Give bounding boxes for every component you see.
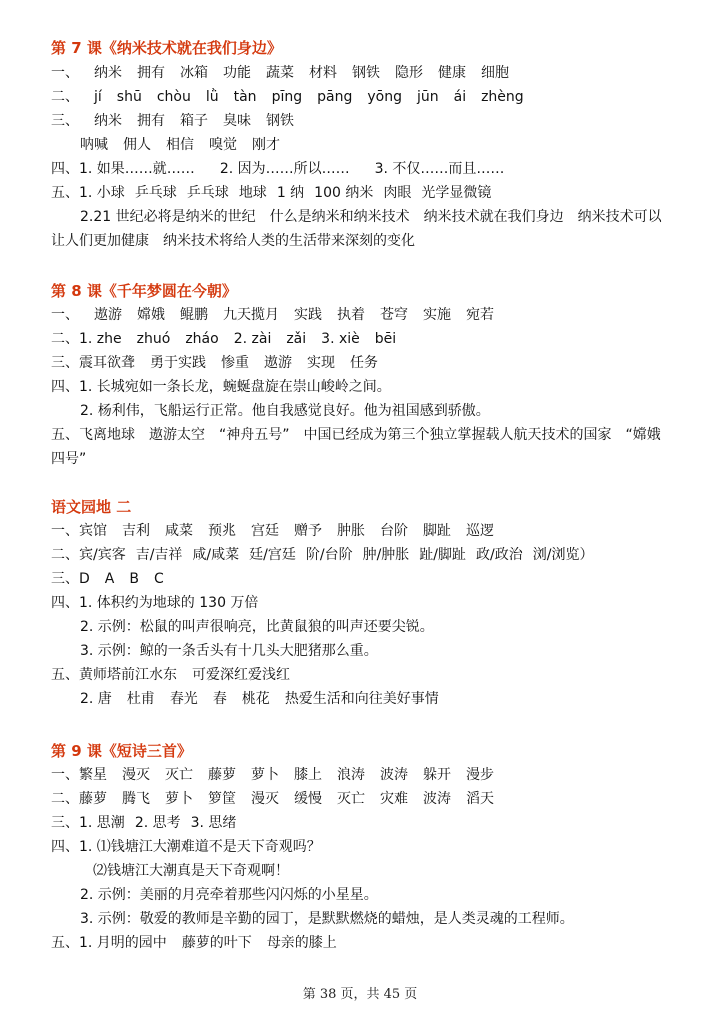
garden2-q5-second-line: 2. 唐 杜甫 春光 春 桃花 热爱生活和向往美好事情 (80, 691, 439, 707)
lesson9-q3: 三、1. 思潮 2. 思考 3. 思绪 (51, 815, 237, 831)
question-number: 四、 (51, 379, 79, 395)
lesson8-q2: 二、1. zhe zhuó zháo 2. zài zǎi 3. xiè bēi (51, 331, 397, 347)
question-number: 四、 (51, 161, 79, 177)
lesson8-q3: 三、震耳欲聋 勇于实践 惨重 遨游 实现 任务 (51, 355, 378, 371)
garden2-q1: 一、宾馆 吉利 咸菜 预兆 宫廷 赠予 肿胀 台阶 脚趾 巡逻 (51, 523, 494, 539)
question-number: 三、 (51, 355, 79, 371)
lesson9-q4-example-2: 2. 示例：美丽的月亮牵着那些闪闪烁的小星星。 (80, 887, 378, 903)
lesson8-q5: 五、飞离地球 遨游太空 “神舟五号” 中国已经成为第三个独立掌握载人航天技术的国家 “嫦娥四号” (51, 427, 661, 467)
question-number: 五、 (51, 185, 79, 201)
garden2-q3: 三、D A B C (51, 571, 164, 587)
question-number: 四、 (51, 839, 79, 855)
question-number: 二、 (51, 331, 79, 347)
garden2-title: 语文园地 二 (51, 498, 132, 516)
question-number: 一、 (51, 65, 79, 81)
lesson9-q4: 四、1. ⑴钱塘江大潮难道不是天下奇观吗？ (51, 839, 321, 855)
question-number: 一、 (51, 307, 79, 323)
question-number: 二、 (51, 547, 79, 563)
question-number: 一、 (51, 523, 79, 539)
question-number: 四、 (51, 595, 79, 611)
lesson8-q4-second-line: 2. 杨利伟，飞船运行正常。他自我感觉良好。他为祖国感到骄傲。 (80, 403, 490, 419)
garden2-q4: 四、1. 体积约为地球的 130 万倍 (51, 595, 259, 611)
lesson9-q4-example-3: 3. 示例：敬爱的教师是辛勤的园丁，是默默燃烧的蜡烛，是人类灵魂的工程师。 (80, 911, 574, 927)
lesson7-q1: 一、 纳米 拥有 冰箱 功能 蔬菜 材料 钢铁 隐形 健康 细胞 (51, 65, 509, 81)
garden2-q4-example-3: 3. 示例：鲸的一条舌头有十几头大肥猪那么重。 (80, 643, 378, 659)
lesson9-q4-sentence-2: ⑵钱塘江大潮真是天下奇观啊！ (93, 863, 289, 879)
lesson7-q3: 三、 纳米 拥有 箱子 臭味 钢铁 (51, 113, 294, 129)
lesson9-q5: 五、1. 月明的园中 藤萝的叶下 母亲的膝上 (51, 935, 337, 951)
garden2-q4-example-2: 2. 示例：松鼠的叫声很响亮，比黄鼠狼的叫声还要尖锐。 (80, 619, 434, 635)
lesson8-q4: 四、1. 长城宛如一条长龙，蜿蜒盘旋在崇山峻岭之间。 (51, 379, 391, 395)
question-number: 三、 (51, 571, 79, 587)
lesson7-q5-paragraph: 2.21 世纪必将是纳米的世纪 什么是纳米和纳米技术 纳米技术就在我们身边 纳米技术可以让人们更加健康 纳米技术将给人类的生活带来深刻的变化 (51, 209, 662, 249)
lesson7-q3-second-line: 呐喊 佣人 相信 嗅觉 刚才 (80, 137, 280, 153)
question-number: 三、 (51, 113, 79, 129)
lesson7-q4: 四、1. 如果……就…… 2. 因为……所以…… 3. 不仅……而且…… (51, 161, 505, 177)
page-footer: 第 38 页，共 45 页 (302, 987, 418, 1002)
lesson9-q1: 一、繁星 漫灭 灭亡 藤萝 萝卜 膝上 浪涛 波涛 躲开 漫步 (51, 767, 494, 783)
lesson9-title: 第 9 课《短诗三首》 (51, 742, 192, 760)
lesson8-title: 第 8 课《千年梦圆在今朝》 (51, 282, 237, 300)
lesson9-q2: 二、藤萝 腾飞 萝卜 箩筐 漫灭 缓慢 灭亡 灾难 波涛 滔天 (51, 791, 494, 807)
question-number: 五、 (51, 667, 79, 683)
lesson7-title: 第 7 课《纳米技术就在我们身边》 (51, 39, 282, 57)
question-number: 二、 (51, 89, 79, 105)
lesson8-q1: 一、 遨游 嫦娥 鲲鹏 九天揽月 实践 执着 苍穹 实施 宛若 (51, 307, 494, 323)
question-number: 三、 (51, 815, 79, 831)
question-number: 五、 (51, 935, 79, 951)
lesson7-q2: 二、 jí shū chòu lǜ tàn pīng pāng yōng jūn ái zhèng (51, 89, 524, 105)
garden2-q5: 五、黄师塔前江水东 可爱深红爱浅红 (51, 667, 290, 683)
question-number: 一、 (51, 767, 79, 783)
question-number: 二、 (51, 791, 79, 807)
garden2-q2: 二、宾/宾客 吉/吉祥 咸/咸菜 廷/宫廷 阶/台阶 肿/肿胀 趾/脚趾 政/政治 浏/浏览） (51, 547, 594, 563)
lesson7-q5: 五、1. 小球 乒乓球 乒乓球 地球 1 纳 100 纳米 肉眼 光学显微镜 (51, 185, 492, 201)
